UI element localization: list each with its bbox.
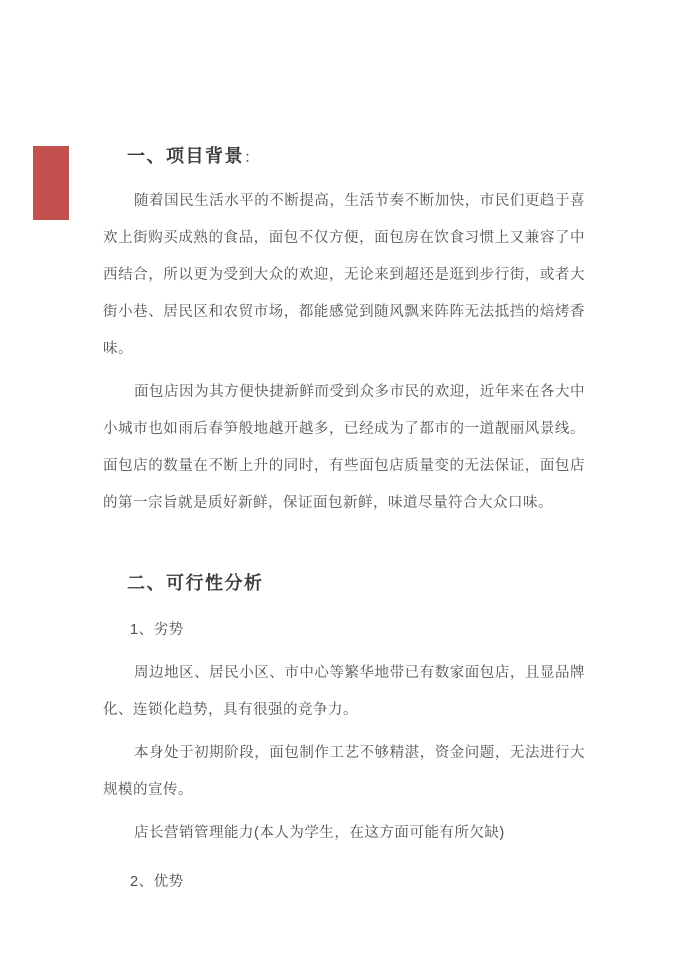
subsection-label-advantages: 2、优势 — [130, 874, 184, 890]
heading-text: 一、项目背景 — [127, 146, 244, 166]
paragraph: 面包店因为其方便快捷新鲜而受到众多市民的欢迎，近年来在各大中小城市也如雨后春笋般地越开越多，已经成为了都市的一道靓丽风景线。面包店的数量在不断上升的同时，有些面包店质量变的无法保证，面包店的第一宗旨就是质好新鲜，保证面包新鲜，味道尽量符合大众口味。 — [103, 384, 585, 511]
paragraph: 本身处于初期阶段，面包制作工艺不够精湛，资金问题，无法进行大规模的宣传。 — [103, 745, 585, 798]
paragraph: 周边地区、居民小区、市中心等繁华地带已有数家面包店，且显品牌化、连锁化趋势，具有很强的竞争力。 — [103, 665, 585, 718]
document-body — [103, 143, 585, 907]
paragraph: 随着国民生活水平的不断提高，生活节奏不断加快，市民们更趋于喜欢上街购买成熟的食品，面包不仅方便，面包房在饮食习惯上又兼容了中西结合，所以更为受到大众的欢迎，无论来到超还是逛到步行街，或者大街小巷、居民区和农贸市场，都能感觉到随风飘来阵阵无法抵挡的焙烤香味。 — [103, 193, 585, 357]
section-heading-project-background — [127, 143, 585, 171]
subsection-label-disadvantages: 1、劣势 — [130, 622, 184, 638]
heading-colon: ： — [244, 149, 260, 166]
section-heading-feasibility-analysis: 二、可行性分析 — [127, 573, 264, 593]
red-accent-bar — [33, 146, 69, 220]
paragraph: 店长营销管理能力(本人为学生，在这方面可能有所欠缺) — [134, 825, 505, 841]
